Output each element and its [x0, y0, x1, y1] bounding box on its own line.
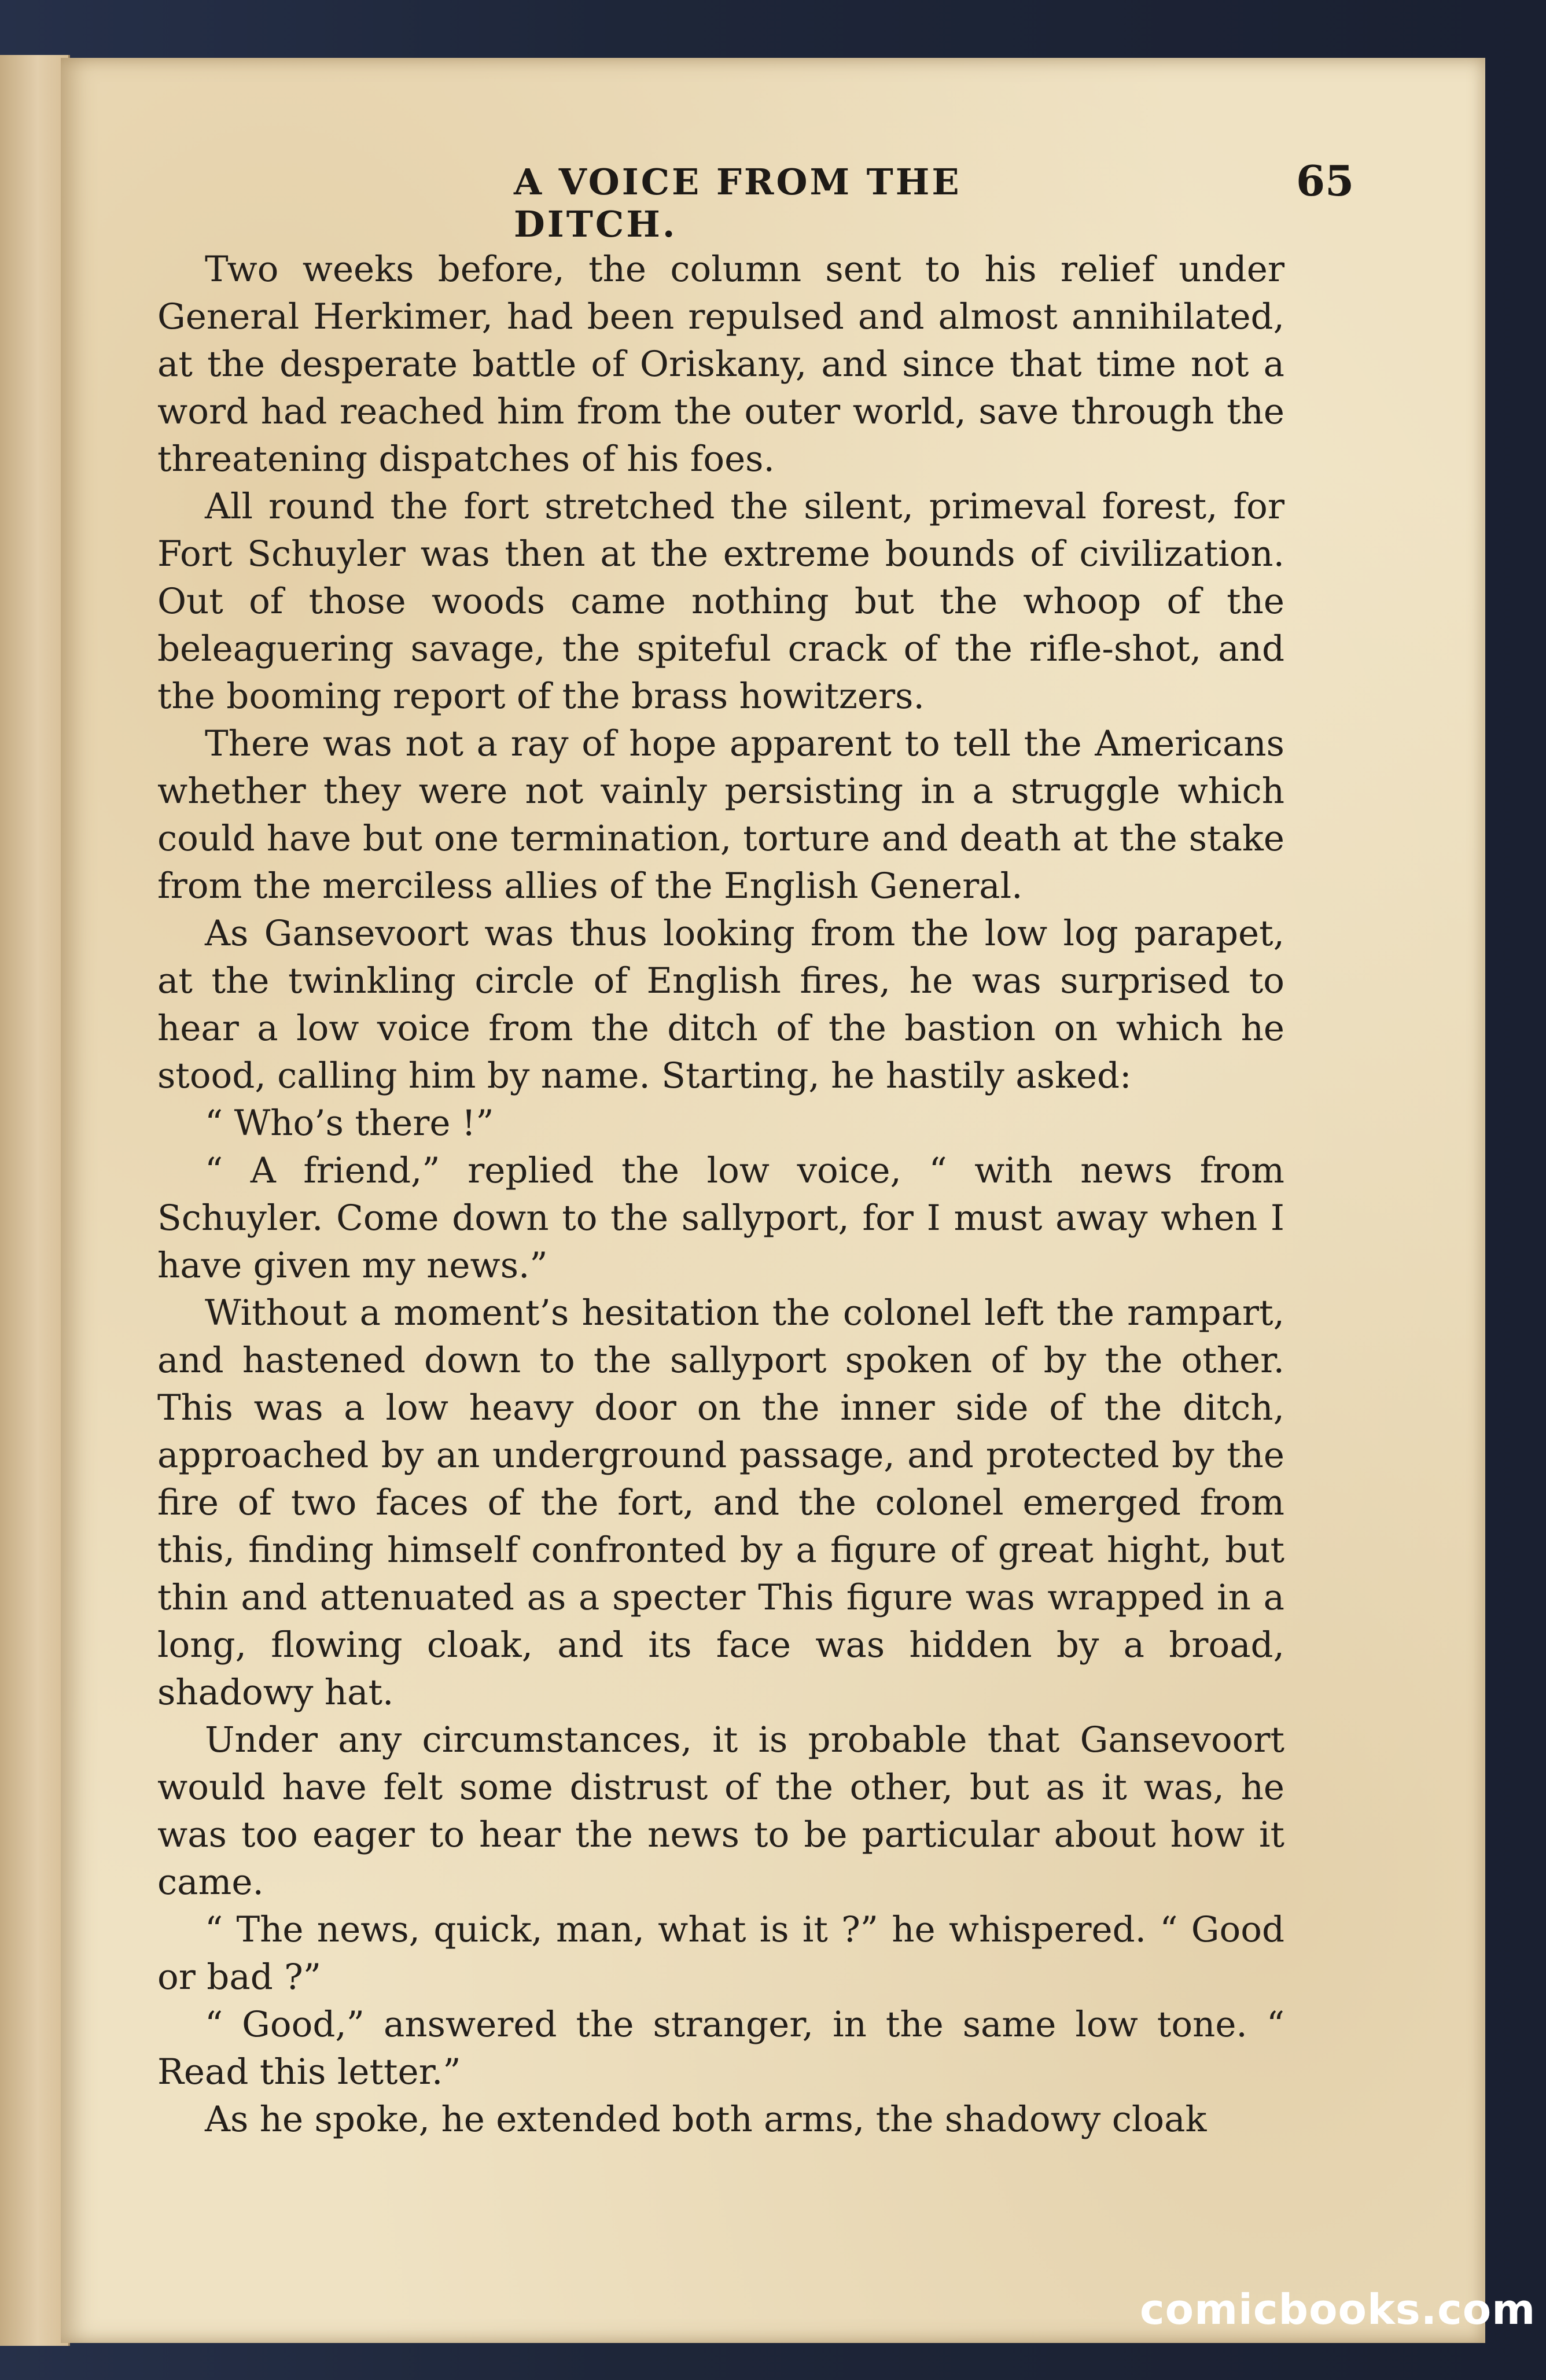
- running-title: A VOICE FROM THE DITCH.: [514, 161, 962, 245]
- previous-page-edge: [0, 55, 70, 2346]
- paragraph: There was not a ray of hope apparent to tell the Americans whether they were not vainly persisting in a struggle which could have but one termination, torture and death at the stake from the merciless allies of the English General.: [157, 723, 1284, 907]
- page-number: 65: [1296, 156, 1354, 205]
- paragraph: “ A friend,” replied the low voice, “ with news from Schuyler. Come down to the sallyport, for I must away when I have given my news.”: [157, 1150, 1284, 1286]
- paragraph: As Gansevoort was thus looking from the low log parapet, at the twinkling circle of English fires, he was surprised to hear a low voice from the ditch of the bastion on which he stood, calling him by name. Starting, he hastily asked:: [157, 913, 1284, 1096]
- paragraph: Without a moment’s hesitation the colonel left the rampart, and hastened down to the sallyport spoken of by the other. This was a low heavy door on the inner side of the ditch, approached by an underground passage, and protected by the fire of two faces of the fort, and the colonel emerged from this, finding himself confronted by a figure of great hight, but thin and attenuated as a specter This figure was wrapped in a long, flowing cloak, and its face was hidden by a broad, shadowy hat.: [157, 1292, 1284, 1713]
- body-text: [157, 246, 1284, 2143]
- paragraph: “ Good,” answered the stranger, in the same low tone. “ Read this letter.”: [157, 2004, 1284, 2092]
- paragraph: As he spoke, he extended both arms, the shadowy cloak: [205, 2099, 1207, 2140]
- paragraph: Two weeks before, the column sent to his relief under General Herkimer, had been repulsed and almost annihilated, at the desperate battle of Oriskany, and since that time not a word had reached him from the outer world, save through the threatening dispatches of his foes.: [157, 249, 1284, 480]
- paragraph: “ Who’s there !”: [205, 1103, 494, 1144]
- watermark: comicbooks.com: [1140, 2285, 1536, 2334]
- running-header: [61, 156, 1485, 245]
- paragraph: Under any circumstances, it is probable that Gansevoort would have felt some distrust of the other, but as it was, he was too eager to hear the news to be particular about how it came.: [157, 1719, 1284, 1903]
- paragraph: All round the fort stretched the silent, primeval forest, for Fort Schuyler was then at the extreme bounds of civilization. Out of those woods came nothing but the whoop of the beleaguering savage, the spiteful crack of the rifle-shot, and the booming report of the brass howitzers.: [157, 486, 1284, 717]
- paragraph: “ The news, quick, man, what is it ?” he whispered. “ Good or bad ?”: [157, 1909, 1284, 1998]
